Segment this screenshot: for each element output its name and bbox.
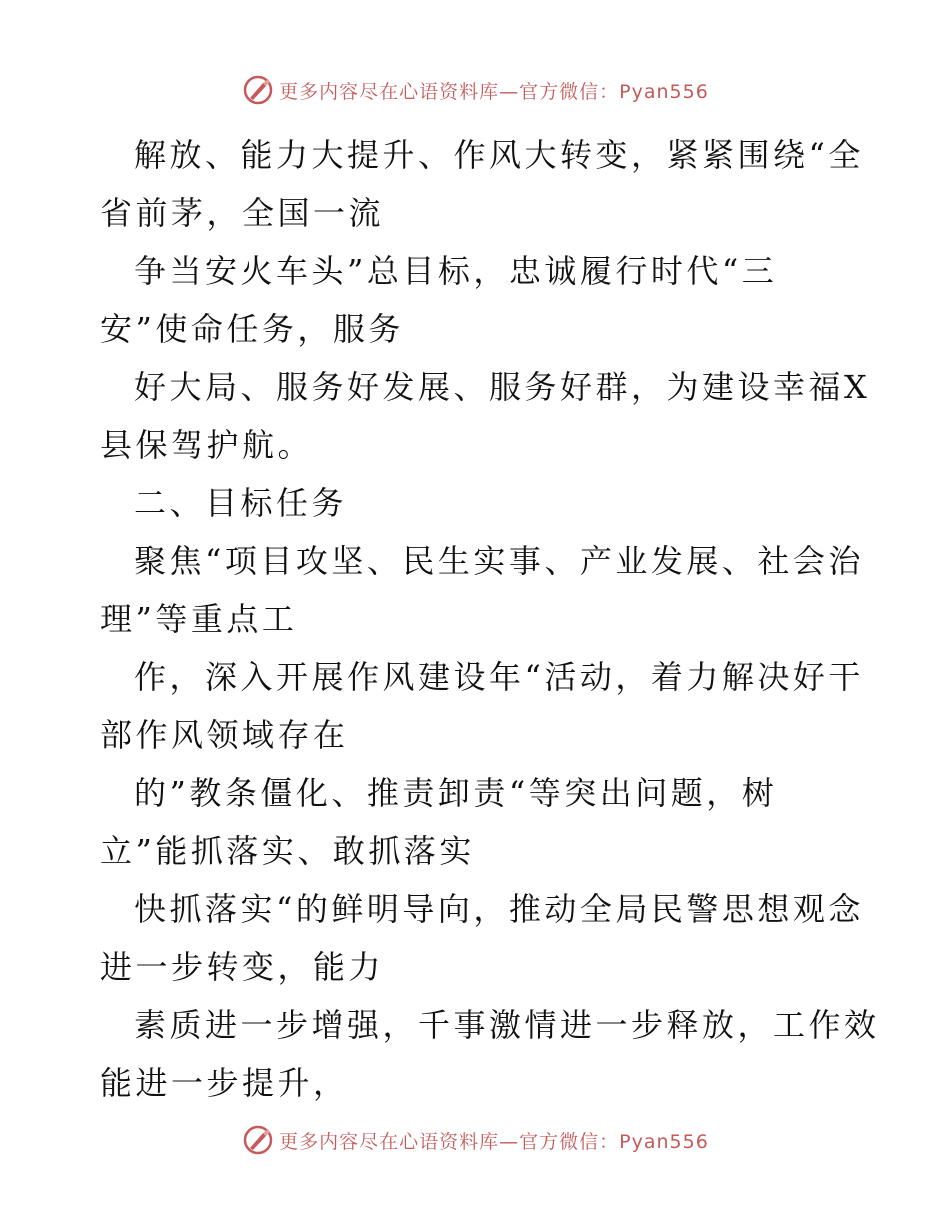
banner-text: 更多内容尽在心语资料库—官方微信：Pyan556 bbox=[279, 80, 709, 103]
text-line: 争当安火车头”总目标，忠诚履行时代“三 bbox=[134, 252, 778, 290]
text-line: 进一步转变，能力 bbox=[100, 948, 385, 986]
text-line: 理”等重点工 bbox=[100, 600, 298, 638]
document-body bbox=[100, 126, 900, 1112]
text-line: 素质进一步增强，千事激情进一步释放，工作效 bbox=[134, 1006, 880, 1044]
banner-text: 更多内容尽在心语资料库—官方微信：Pyan556 bbox=[279, 1130, 709, 1153]
pen-logo-icon bbox=[241, 1123, 275, 1157]
text-line: 能进一步提升， bbox=[100, 1064, 349, 1102]
text-line: 安”使命任务，服务 bbox=[100, 310, 404, 348]
text-line: 的”教条僵化、推责卸责“等突出问题，树 bbox=[134, 774, 778, 812]
text-line: 部作风领域存在 bbox=[100, 716, 349, 754]
header-banner bbox=[0, 70, 950, 110]
text-line: 聚焦“项目攻坚、民生实事、产业发展、社会治 bbox=[134, 542, 864, 580]
pen-logo-icon bbox=[241, 73, 275, 107]
text-line: 省前茅，全国一流 bbox=[100, 194, 385, 232]
text-line: 好大局、服务好发展、服务好群，为建设幸福X bbox=[134, 368, 871, 406]
text-line: 作，深入开展作风建设年“活动，着力解决好干 bbox=[134, 658, 864, 696]
text-line: 解放、能力大提升、作风大转变，紧紧围绕“全 bbox=[134, 136, 864, 174]
footer-banner bbox=[0, 1120, 950, 1160]
text-line: 二、目标任务 bbox=[134, 484, 348, 522]
text-line: 立”能抓落实、敢抓落实 bbox=[100, 832, 475, 870]
text-line: 快抓落实“的鲜明导向，推动全局民警思想观念 bbox=[134, 890, 864, 928]
text-line: 县保驾护航。 bbox=[100, 426, 314, 464]
